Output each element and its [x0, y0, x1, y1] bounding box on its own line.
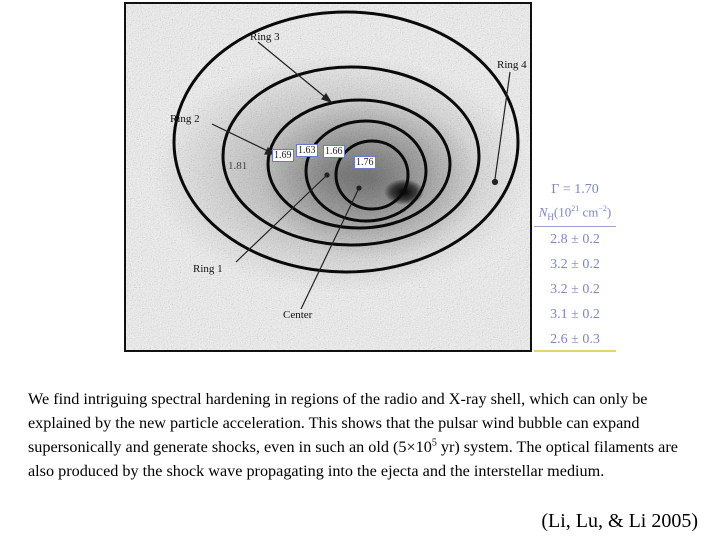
ring-1-label: Ring 1 [193, 263, 223, 275]
table-row: 2.6 ± 0.3 [550, 332, 600, 347]
table-row: 3.2 ± 0.2 [550, 257, 600, 272]
fit-results-table [532, 178, 618, 352]
gamma-ring-4: 1.81 [228, 160, 248, 172]
caption-paragraph: We find intriguing spectral hardening in regions of the radio and X-ray shell, which can only be explained by the new particle acceleration. This shows that the pulsar wind bubble can expand supersonically and generate shocks, even in such an old ($5\times 10^5$ yr) system. The optical filaments are also produced by the shock wave propagating into the ejecta and the interstellar medium. [28, 390, 678, 480]
gamma-center: 1.76 [356, 157, 374, 168]
ring-4-label: Ring 4 [497, 59, 527, 71]
ring-2-label: Ring 2 [170, 113, 200, 125]
ring-3-label: Ring 3 [250, 31, 280, 43]
gamma-ring-1: 1.66 [325, 146, 343, 157]
table-row: 3.2 ± 0.2 [550, 282, 600, 297]
gamma-ring-3: 1.69 [274, 150, 292, 161]
citation: (Li, Lu, & Li 2005) [541, 510, 698, 532]
center-label: Center [283, 309, 313, 321]
gamma-ring-2: 1.63 [298, 145, 316, 156]
table-bottom-rule [534, 350, 616, 352]
table-header-gamma: Γ = 1.70 [551, 182, 599, 197]
table-header-nh: $N_H(10^{21}$ $cm^{-2}$) [538, 204, 612, 222]
table-rule [534, 226, 616, 227]
table-row: 3.1 ± 0.2 [550, 307, 600, 322]
table-row: 2.8 ± 0.2 [550, 232, 600, 247]
